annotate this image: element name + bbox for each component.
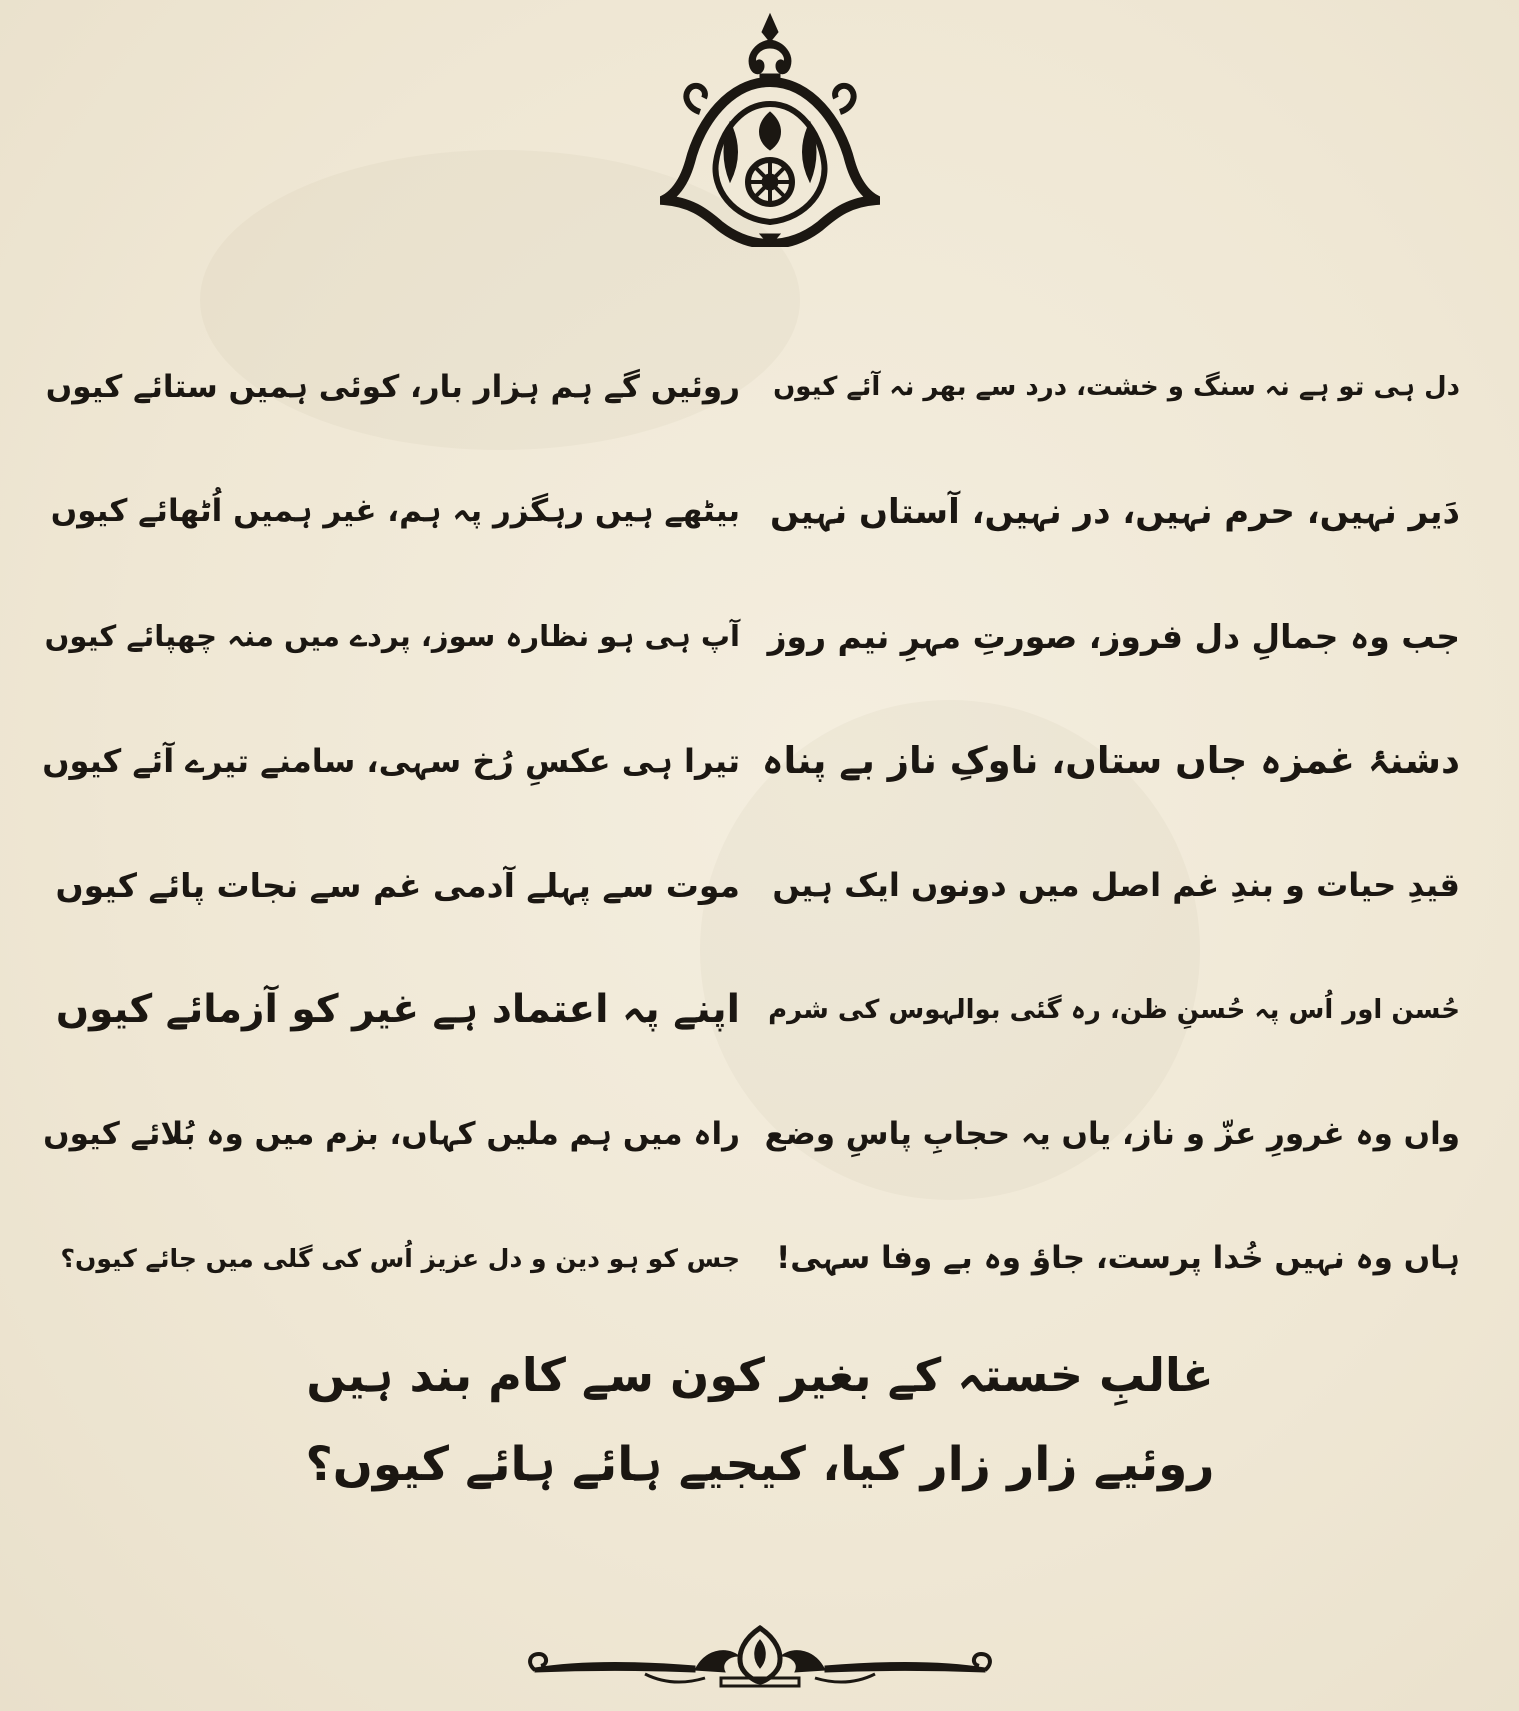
maqta-first-line: غالبِ خستہ کے بغیر کون سے کام بند ہیں	[306, 1348, 1214, 1402]
maqta-second-line: روئیے زار زار کیا، کیجیے ہائے ہائے کیوں؟	[305, 1437, 1215, 1492]
misra-first: جب وہ جمالِ دل فروز، صورتِ مہرِ نیم روز	[767, 616, 1460, 656]
couplet	[40, 1197, 1480, 1322]
misra-second: بیٹھے ہیں رہگزر پہ ہم، غیر ہمیں اُٹھائے کیوں	[50, 493, 740, 530]
misra-second: راہ میں ہم ملیں کہاں، بزم میں وہ بُلائے کیوں	[43, 1115, 740, 1152]
couplet	[40, 450, 1480, 575]
misra-first: واں وہ غرورِ عزّ و ناز، یاں یہ حجابِ پاسِ وضع	[764, 1115, 1460, 1152]
couplet	[40, 574, 1480, 699]
misra-second: موت سے پہلے آدمی غم سے نجات پائے کیوں	[55, 865, 740, 905]
floral-finial-ornament	[660, 12, 880, 247]
misra-second: روئیں گے ہم ہزار بار، کوئی ہمیں ستائے کیوں	[45, 368, 740, 405]
misra-second: اپنے پہ اعتماد ہے غیر کو آزمائے کیوں	[55, 987, 740, 1033]
couplet	[40, 948, 1480, 1073]
ghazal-couplets	[40, 325, 1480, 1321]
misra-first: ہاں وہ نہیں خُدا پرست، جاؤ وہ بے وفا سہی!	[776, 1240, 1460, 1277]
misra-second: آپ ہی ہو نظارہ سوز، پردے میں منہ چھپائے کیوں	[44, 618, 740, 653]
misra-second: جس کو ہو دین و دل عزیز اُس کی گلی میں جائے کیوں؟	[60, 1244, 740, 1274]
misra-second: تیرا ہی عکسِ رُخ سہی، سامنے تیرے آئے کیوں	[42, 741, 740, 780]
misra-first: دل ہی تو ہے نہ سنگ و خشت، درد سے بھر نہ آئے کیوں	[773, 372, 1460, 403]
couplet	[40, 823, 1480, 948]
misra-first: دَیر نہیں، حرم نہیں، در نہیں، آستاں نہیں	[770, 491, 1460, 532]
misra-first: دشنۂ غمزہ جاں ستاں، ناوکِ ناز بے پناہ	[761, 739, 1460, 783]
maqta-couplet	[300, 1330, 1220, 1510]
couplet	[40, 1072, 1480, 1197]
misra-first: حُسن اور اُس پہ حُسنِ ظن، رہ گئی بوالہوس کی شرم	[768, 994, 1460, 1025]
couplet	[40, 699, 1480, 824]
couplet	[40, 325, 1480, 450]
misra-first: قیدِ حیات و بندِ غم اصل میں دونوں ایک ہیں	[772, 866, 1460, 905]
scroll-divider-ornament	[525, 1620, 995, 1700]
